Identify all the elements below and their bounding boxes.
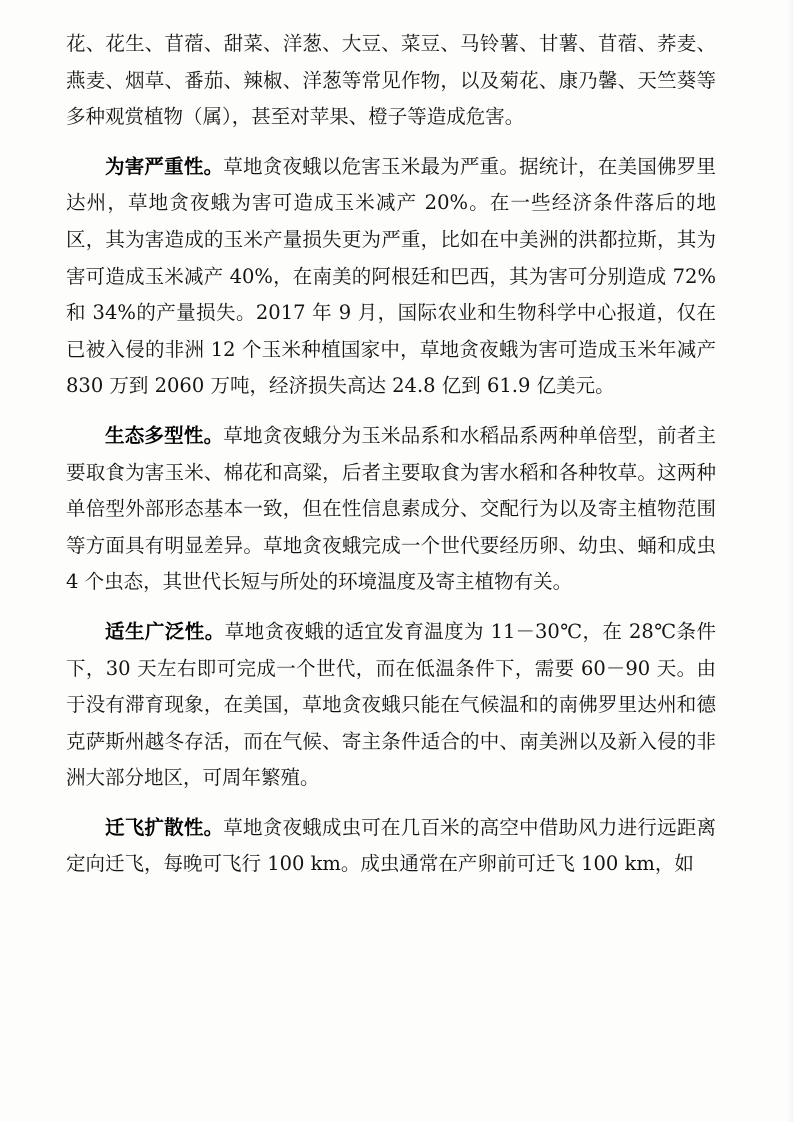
section-migration: [66, 810, 716, 883]
section-severity-heading: 为害严重性。: [105, 154, 224, 178]
section-severity-text: 草地贪夜蛾以危害玉米最为严重。据统计，在美国佛罗里达州，草地贪夜蛾为害可造成玉米减产 20%。在一些经济条件落后的地区，其为害造成的玉米产量损失更为严重，比如在中美洲的洪都拉斯，其为害可造成玉米减产 40%，在南美的阿根廷和巴西，其为害可分别造成 72%和 34%的产量损失。2017 年 9 月，国际农业和生物科学中心报道，仅在已被入侵的非洲 12 个玉米种植国家中，草地贪夜蛾为害可造成玉米年减产 830 万到 2060 万吨，经济损失高达 24.8 亿到 61.9 亿美元。: [66, 154, 716, 398]
section-severity: [66, 149, 716, 405]
section-adaptability-heading: 适生广泛性。: [105, 619, 225, 643]
section-adaptability: [66, 614, 716, 797]
section-polymorphism: [66, 418, 716, 601]
section-polymorphism-heading: 生态多型性。: [105, 423, 224, 447]
intro-text: 花、花生、苜蓿、甜菜、洋葱、大豆、菜豆、马铃薯、甘薯、苜蓿、荞麦、燕麦、烟草、番茄、辣椒、洋葱等常见作物，以及菊花、康乃馨、天竺葵等多种观赏植物（属），甚至对苹果、橙子等造成危害。: [66, 32, 716, 129]
section-polymorphism-text: 草地贪夜蛾分为玉米品系和水稻品系两种单倍型，前者主要取食为害玉米、棉花和高粱，后者主要取食为害水稻和各种牧草。这两种单倍型外部形态基本一致，但在性信息素成分、交配行为以及寄主植物范围等方面具有明显差异。草地贪夜蛾完成一个世代要经历卵、幼虫、蛹和成虫 4 个虫态，其世代长短与所处的环境温度及寄主植物有关。: [66, 423, 716, 594]
intro-paragraph: [66, 26, 716, 136]
section-migration-text: 草地贪夜蛾成虫可在几百米的高空中借助风力进行远距离定向迁飞，每晚可飞行 100 km。成虫通常在产卵前可迁飞 100 km，如: [66, 815, 716, 876]
document-body: [66, 26, 716, 896]
scan-shadow-edge: [787, 0, 793, 1122]
section-migration-heading: 迁飞扩散性。: [105, 815, 224, 839]
section-adaptability-text: 草地贪夜蛾的适宜发育温度为 11－30℃，在 28℃条件下，30 天左右即可完成一个世代，而在低温条件下，需要 60－90 天。由于没有滞育现象，在美国，草地贪夜蛾只能在气候温和的南佛罗里达州和德克萨斯州越冬存活，而在气候、寄主条件适合的中、南美洲以及新入侵的非洲大部分地区，可周年繁殖。: [66, 619, 716, 790]
